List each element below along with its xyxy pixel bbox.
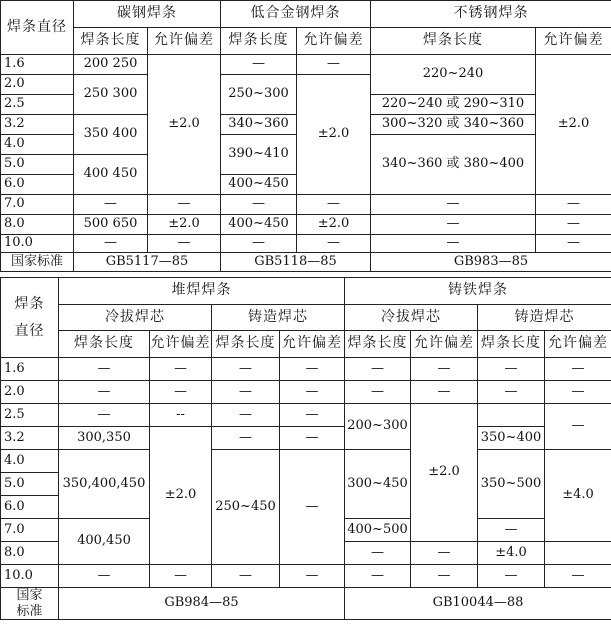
header-length: 焊条长度 xyxy=(345,331,411,358)
castiron-cast-tolerance: — xyxy=(545,381,611,404)
header-tolerance: 允许偏差 xyxy=(545,331,611,358)
surfacing-cold-tolerance: — xyxy=(150,565,212,588)
surfacing-cold-length: 400,450 xyxy=(59,519,150,565)
castiron-cold-tolerance: — xyxy=(411,381,478,404)
carbon-tolerance: — xyxy=(148,235,221,253)
surfacing-cast-length: 250~450 xyxy=(212,450,280,565)
standard-label: 国家标准 xyxy=(1,253,74,272)
header-cold-drawn: 冷拔焊芯 xyxy=(345,305,478,331)
header-tolerance: 允许偏差 xyxy=(280,331,345,358)
diameter-cell: 8.0 xyxy=(1,542,59,565)
lowalloy-tolerance: — xyxy=(297,195,371,215)
header-diameter-line2: 直径 xyxy=(14,322,45,339)
header-length: 焊条长度 xyxy=(371,28,536,55)
diameter-cell: 2.5 xyxy=(1,404,59,427)
standard-lowalloy: GB5118—85 xyxy=(221,253,371,272)
surfacing-cast-tolerance: — xyxy=(280,404,345,427)
diameter-cell: 1.6 xyxy=(1,358,59,381)
diameter-cell: 5.0 xyxy=(1,473,59,496)
castiron-cast-length: — xyxy=(478,358,545,381)
diameter-cell: 1.6 xyxy=(1,55,74,75)
surfacing-cast-tolerance: — xyxy=(280,450,345,565)
standard-cast-iron: GB10044—88 xyxy=(345,588,611,620)
lowalloy-tolerance: ±2.0 xyxy=(297,75,371,195)
header-length: 焊条长度 xyxy=(478,331,545,358)
header-cast-iron: 铸铁焊条 xyxy=(345,278,611,305)
header-tolerance: 允许偏差 xyxy=(148,28,221,55)
header-cast-core: 铸造焊芯 xyxy=(212,305,345,331)
stainless-tolerance: — xyxy=(536,235,611,253)
header-tolerance: 允许偏差 xyxy=(297,28,371,55)
lowalloy-tolerance: ±2.0 xyxy=(297,215,371,235)
diameter-cell: 2.5 xyxy=(1,95,74,115)
lowalloy-length: — xyxy=(221,195,297,215)
diameter-cell: 2.0 xyxy=(1,381,59,404)
diameter-cell: 4.0 xyxy=(1,450,59,473)
header-tolerance: 允许偏差 xyxy=(411,331,478,358)
standard-label-line2: 标准 xyxy=(16,603,43,619)
standard-label xyxy=(1,588,59,620)
stainless-tolerance: ±2.0 xyxy=(536,55,611,195)
lowalloy-length: — xyxy=(221,235,297,253)
diameter-cell: 3.2 xyxy=(1,115,74,135)
diameter-cell: 2.0 xyxy=(1,75,74,95)
stainless-length: 340~360 或 380~400 xyxy=(371,135,536,195)
lowalloy-length: 400~450 xyxy=(221,175,297,195)
surfacing-cast-tolerance: — xyxy=(280,358,345,381)
castiron-cold-length: 200~300 xyxy=(345,404,411,450)
castiron-cast-tolerance: — xyxy=(545,358,611,381)
header-diameter xyxy=(1,278,59,358)
stainless-length: 220~240 xyxy=(371,55,536,95)
lowalloy-length: — xyxy=(221,55,297,75)
surfacing-cast-length: — xyxy=(212,404,280,427)
stainless-length: 300~320 或 340~360 xyxy=(371,115,536,135)
carbon-length: 350 400 xyxy=(74,115,148,155)
carbon-tolerance: ±2.0 xyxy=(148,55,221,195)
header-length: 焊条长度 xyxy=(221,28,297,55)
surfacing-cold-length: — xyxy=(59,404,150,427)
castiron-cold-length: 400~500 xyxy=(345,519,411,542)
diameter-cell: 7.0 xyxy=(1,195,74,215)
header-cold-drawn: 冷拔焊芯 xyxy=(59,305,212,331)
castiron-cold-tolerance: — xyxy=(411,358,478,381)
castiron-cold-tolerance: — xyxy=(478,519,545,542)
stainless-length: — xyxy=(371,195,536,215)
surfacing-cast-tolerance: — xyxy=(280,565,345,588)
header-low-alloy: 低合金钢焊条 xyxy=(221,1,371,28)
diameter-cell: 8.0 xyxy=(1,215,74,235)
lowalloy-tolerance: — xyxy=(297,55,371,75)
standard-stainless: GB983—85 xyxy=(371,253,611,272)
surfacing-cold-length: — xyxy=(59,381,150,404)
header-tolerance: 允许偏差 xyxy=(536,28,611,55)
table-welding-rods-1 xyxy=(0,0,611,272)
carbon-length: 250 300 xyxy=(74,75,148,115)
castiron-cold-length: 300~450 xyxy=(345,450,411,519)
carbon-tolerance: ±2.0 xyxy=(148,215,221,235)
header-length: 焊条长度 xyxy=(59,331,150,358)
header-cast-core: 铸造焊芯 xyxy=(478,305,611,331)
diameter-cell: 7.0 xyxy=(1,519,59,542)
castiron-cast-tolerance: — xyxy=(545,565,611,588)
stainless-tolerance: — xyxy=(536,215,611,235)
castiron-cold-length: — xyxy=(345,565,411,588)
castiron-cast-tolerance: ±4.0 xyxy=(545,450,611,542)
castiron-cast-length: 350~500 xyxy=(478,450,545,519)
header-carbon-steel: 碳钢焊条 xyxy=(74,1,221,28)
castiron-cold-tolerance: ±2.0 xyxy=(411,404,478,542)
castiron-cold-length: — xyxy=(345,542,411,565)
diameter-cell: 6.0 xyxy=(1,175,74,195)
stainless-length: 220~240 或 290~310 xyxy=(371,95,536,115)
diameter-cell: 6.0 xyxy=(1,496,59,519)
carbon-tolerance: — xyxy=(148,195,221,215)
surfacing-cast-length: — xyxy=(212,565,280,588)
castiron-cast-length: — xyxy=(478,381,545,404)
surfacing-cold-length: — xyxy=(59,565,150,588)
castiron-cast-length: 350~400 xyxy=(478,427,545,450)
carbon-length: — xyxy=(74,195,148,215)
surfacing-cast-tolerance: — xyxy=(280,427,345,450)
lowalloy-length: 340~360 xyxy=(221,115,297,135)
surfacing-cold-length: — xyxy=(59,358,150,381)
diameter-cell: 3.2 xyxy=(1,427,59,450)
lowalloy-length: 400~450 xyxy=(221,215,297,235)
carbon-length: 200 250 xyxy=(74,55,148,75)
header-tolerance: 允许偏差 xyxy=(150,331,212,358)
diameter-cell: 10.0 xyxy=(1,565,59,588)
stainless-tolerance: — xyxy=(536,195,611,215)
diameter-cell: 4.0 xyxy=(1,135,74,155)
header-diameter-line1: 焊条 xyxy=(14,295,45,312)
standard-surfacing: GB984—85 xyxy=(59,588,345,620)
surfacing-cold-tolerance: ±2.0 xyxy=(150,427,212,565)
header-stainless: 不锈钢焊条 xyxy=(371,1,611,28)
header-diameter: 焊条直径 xyxy=(1,1,74,55)
standard-carbon: GB5117—85 xyxy=(74,253,221,272)
lowalloy-length: 250~300 xyxy=(221,75,297,115)
castiron-cold-tolerance: — xyxy=(411,565,478,588)
header-length: 焊条长度 xyxy=(212,331,280,358)
stainless-length: — xyxy=(371,235,536,253)
surfacing-cold-length: 300,350 xyxy=(59,427,150,450)
surfacing-cast-length: — xyxy=(212,358,280,381)
diameter-cell: 10.0 xyxy=(1,235,74,253)
lowalloy-length: 390~410 xyxy=(221,135,297,175)
surfacing-cast-length: — xyxy=(212,381,280,404)
castiron-cold-length: — xyxy=(345,358,411,381)
castiron-cold-tolerance: — xyxy=(411,542,478,565)
standard-label-line1: 国家 xyxy=(16,588,43,603)
surfacing-cast-length: — xyxy=(212,427,280,450)
castiron-cast-tolerance: — xyxy=(545,404,611,450)
castiron-cast-tolerance: ±4.0 xyxy=(478,542,545,565)
stainless-length: — xyxy=(371,215,536,235)
carbon-length: 400 450 xyxy=(74,155,148,195)
castiron-cast-length xyxy=(478,404,545,427)
surfacing-cold-tolerance: — xyxy=(150,358,212,381)
table-welding-rods-2 xyxy=(0,277,611,620)
surfacing-cold-length: 350,400,450 xyxy=(59,450,150,519)
header-surfacing: 堆焊焊条 xyxy=(59,278,345,305)
surfacing-cold-tolerance: — xyxy=(150,381,212,404)
header-length: 焊条长度 xyxy=(74,28,148,55)
lowalloy-tolerance: — xyxy=(297,235,371,253)
surfacing-cast-tolerance: — xyxy=(280,381,345,404)
carbon-length: 500 650 xyxy=(74,215,148,235)
diameter-cell: 5.0 xyxy=(1,155,74,175)
surfacing-cold-tolerance: -- xyxy=(150,404,212,427)
castiron-cast-length: — xyxy=(478,565,545,588)
carbon-length: — xyxy=(74,235,148,253)
castiron-cold-length: — xyxy=(345,381,411,404)
